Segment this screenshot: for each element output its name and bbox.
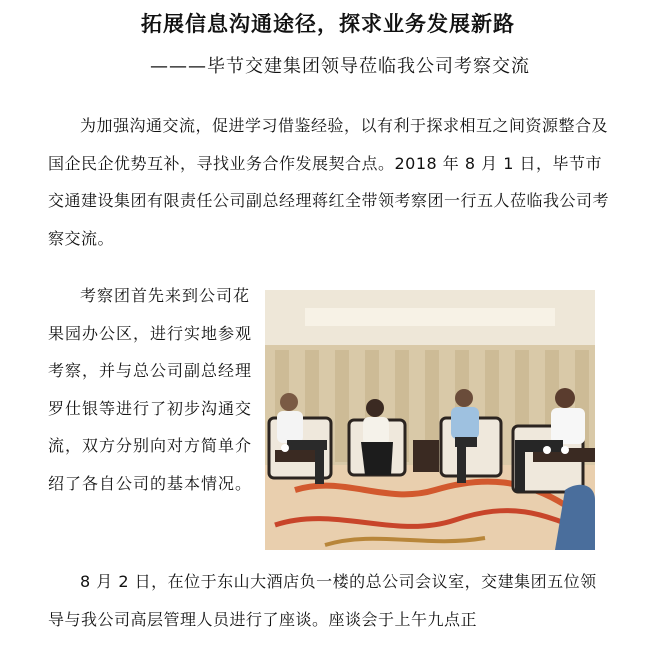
paragraph-meeting: 8 月 2 日，在位于东山大酒店负一楼的总公司会议室，交建集团五位领导与我公司高层管理人员进行了座谈。座谈会于上午九点正	[48, 572, 597, 629]
article-title: 拓展信息沟通途径，探求业务发展新路	[141, 12, 515, 36]
paragraph-visit: 考察团首先来到公司花果园办公区，进行实地参观考察，并与总公司副总经理罗仕银等进行了初步沟通交流，双方分别向对方简单介绍了各自公司的基本情况。	[48, 286, 253, 493]
meeting-photo	[265, 290, 595, 550]
paragraph-intro: 为加强沟通交流，促进学习借鉴经验，以有利于探求相互之间资源整合及国企民企优势互补，寻找业务合作发展契合点。2018 年 8 月 1 日，毕节市交通建设集团有限责任公司副总经理蒋红全带领考察团一行五人莅临我公司考察交流。	[48, 116, 610, 248]
article-subtitle: ———毕节交建集团领导莅临我公司考察交流	[150, 56, 530, 77]
